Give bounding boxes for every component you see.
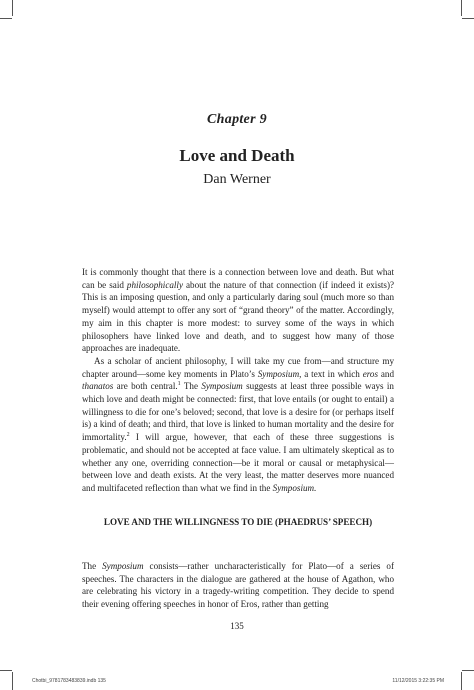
crop-mark-top-left [12, 0, 13, 16]
slug-right: 11/12/2015 3:22:35 PM [392, 678, 444, 684]
text-run: a text in which [301, 368, 363, 379]
text-run-italic: Symposium [102, 561, 144, 571]
crop-mark-top-right [461, 0, 462, 16]
text-run-italic: Symposium, [257, 368, 302, 379]
text-run: consists—rather uncharacteristically for Plato—of a series of speeches. The characters in the dialogue are gathered at the house of Agathon, who are celebrating his victory in a tragedy-writing competition. They decide to spend their evening offering speeches in honor of Eros, rather than getting [82, 561, 394, 610]
author-name: Dan Werner [203, 172, 271, 187]
text-run: The [82, 561, 103, 571]
text-run-italic: thanatos [82, 381, 114, 392]
text-run: are both central. [113, 381, 178, 392]
text-run: As a scholar of ancient philosophy, I will take my cue from—and structure my chapter around—some key moments in Plato’s [82, 355, 394, 379]
text-run-italic: philosophically [126, 279, 183, 290]
crop-mark-bottom-left [12, 672, 13, 690]
section-text [82, 560, 394, 611]
crop-mark-bottom-right [461, 672, 462, 690]
text-run-italic: Symposium [201, 381, 243, 392]
text-run: The [180, 381, 202, 392]
section-heading: LOVE AND THE WILLINGNESS TO DIE (PHAEDRUS’ SPEECH) [103, 517, 373, 527]
text-run: and [378, 368, 394, 379]
text-run: about the nature of that connection (if indeed it exists)? This is an imposing question, and only a particularly daring soul (much more so than myself) would attempt to offer any sort of “grand theory” of the matter. Accordingly, my aim in this chapter is more modest: to survey some of the ways in which philosophers have linked love and death, and to suggest how many of those approaches are inadequate. [82, 279, 395, 354]
intro-paragraph-2 [82, 355, 394, 495]
intro-paragraph-1 [82, 266, 394, 355]
chapter-label: Chapter 9 [207, 112, 267, 127]
text-run: suggests at least three possible ways in which love and death might be connected: first, that love entails (or ought to entail) a willingness to die for one’s beloved; second, that love is a desire for (or perhaps itself is) a kind of death; and third, that love is linked to human mortality and the desire for immortality. [82, 381, 394, 443]
footnote-ref-1[interactable]: 1 [177, 381, 181, 388]
crop-mark-top-left-h [0, 18, 12, 19]
intro-text [82, 266, 394, 495]
text-run: I will argue, however, that each of these three suggestions is problematic, and should not be accepted at face value. I am ultimately skeptical as to whether any one, overriding connection—be it moral or causal or metaphysical—between love and death exists. At the very least, the matter deserves more nuanced and multifaceted reflection than what we find in the [82, 432, 394, 493]
crop-mark-bottom-right-h [462, 670, 474, 671]
crop-mark-bottom-left-h [0, 670, 12, 671]
chapter-title: Love and Death [179, 146, 295, 165]
text-run-italic: eros [362, 368, 379, 379]
section-paragraph-1 [82, 560, 394, 611]
footnote-ref-2[interactable]: 2 [126, 432, 130, 439]
text-run-italic: Symposium. [272, 482, 317, 493]
slug-left: Chotbi_9781783483839.indb 135 [32, 678, 106, 684]
text-run: It is commonly thought that there is a connection between love and death. But what can be said [82, 267, 394, 290]
page-number: 135 [230, 621, 244, 631]
crop-mark-top-right-h [462, 18, 474, 19]
